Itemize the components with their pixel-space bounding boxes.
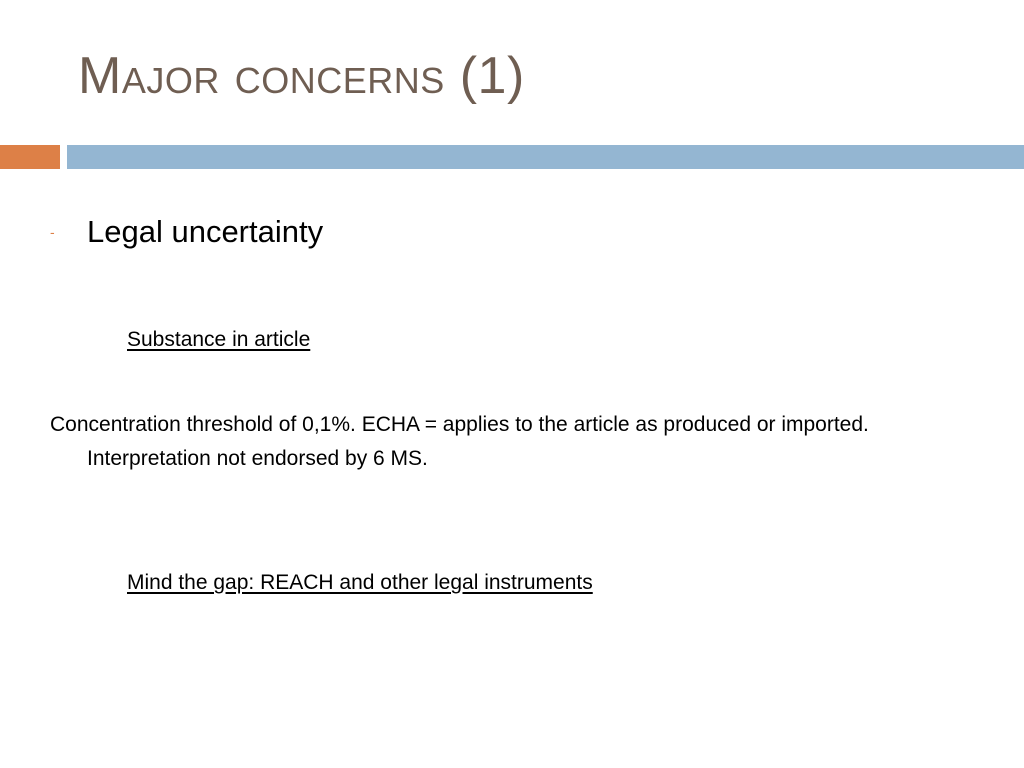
body-paragraph: Concentration threshold of 0,1%. ECHA = applies to the article as produced or imported. Interpretation not endorsed by 6 MS.	[50, 413, 869, 470]
bullet-marker: -	[50, 224, 55, 240]
title-accent-bar	[0, 145, 60, 169]
slide-title: Major concerns (1)	[78, 47, 525, 105]
bullet-item	[50, 212, 323, 252]
title-divider-bar	[67, 145, 1024, 169]
subheading-mind-the-gap: Mind the gap: REACH and other legal instruments	[127, 571, 593, 594]
bullet-text: Legal uncertainty	[87, 214, 324, 249]
subheading-substance-in-article: Substance in article	[127, 328, 311, 351]
